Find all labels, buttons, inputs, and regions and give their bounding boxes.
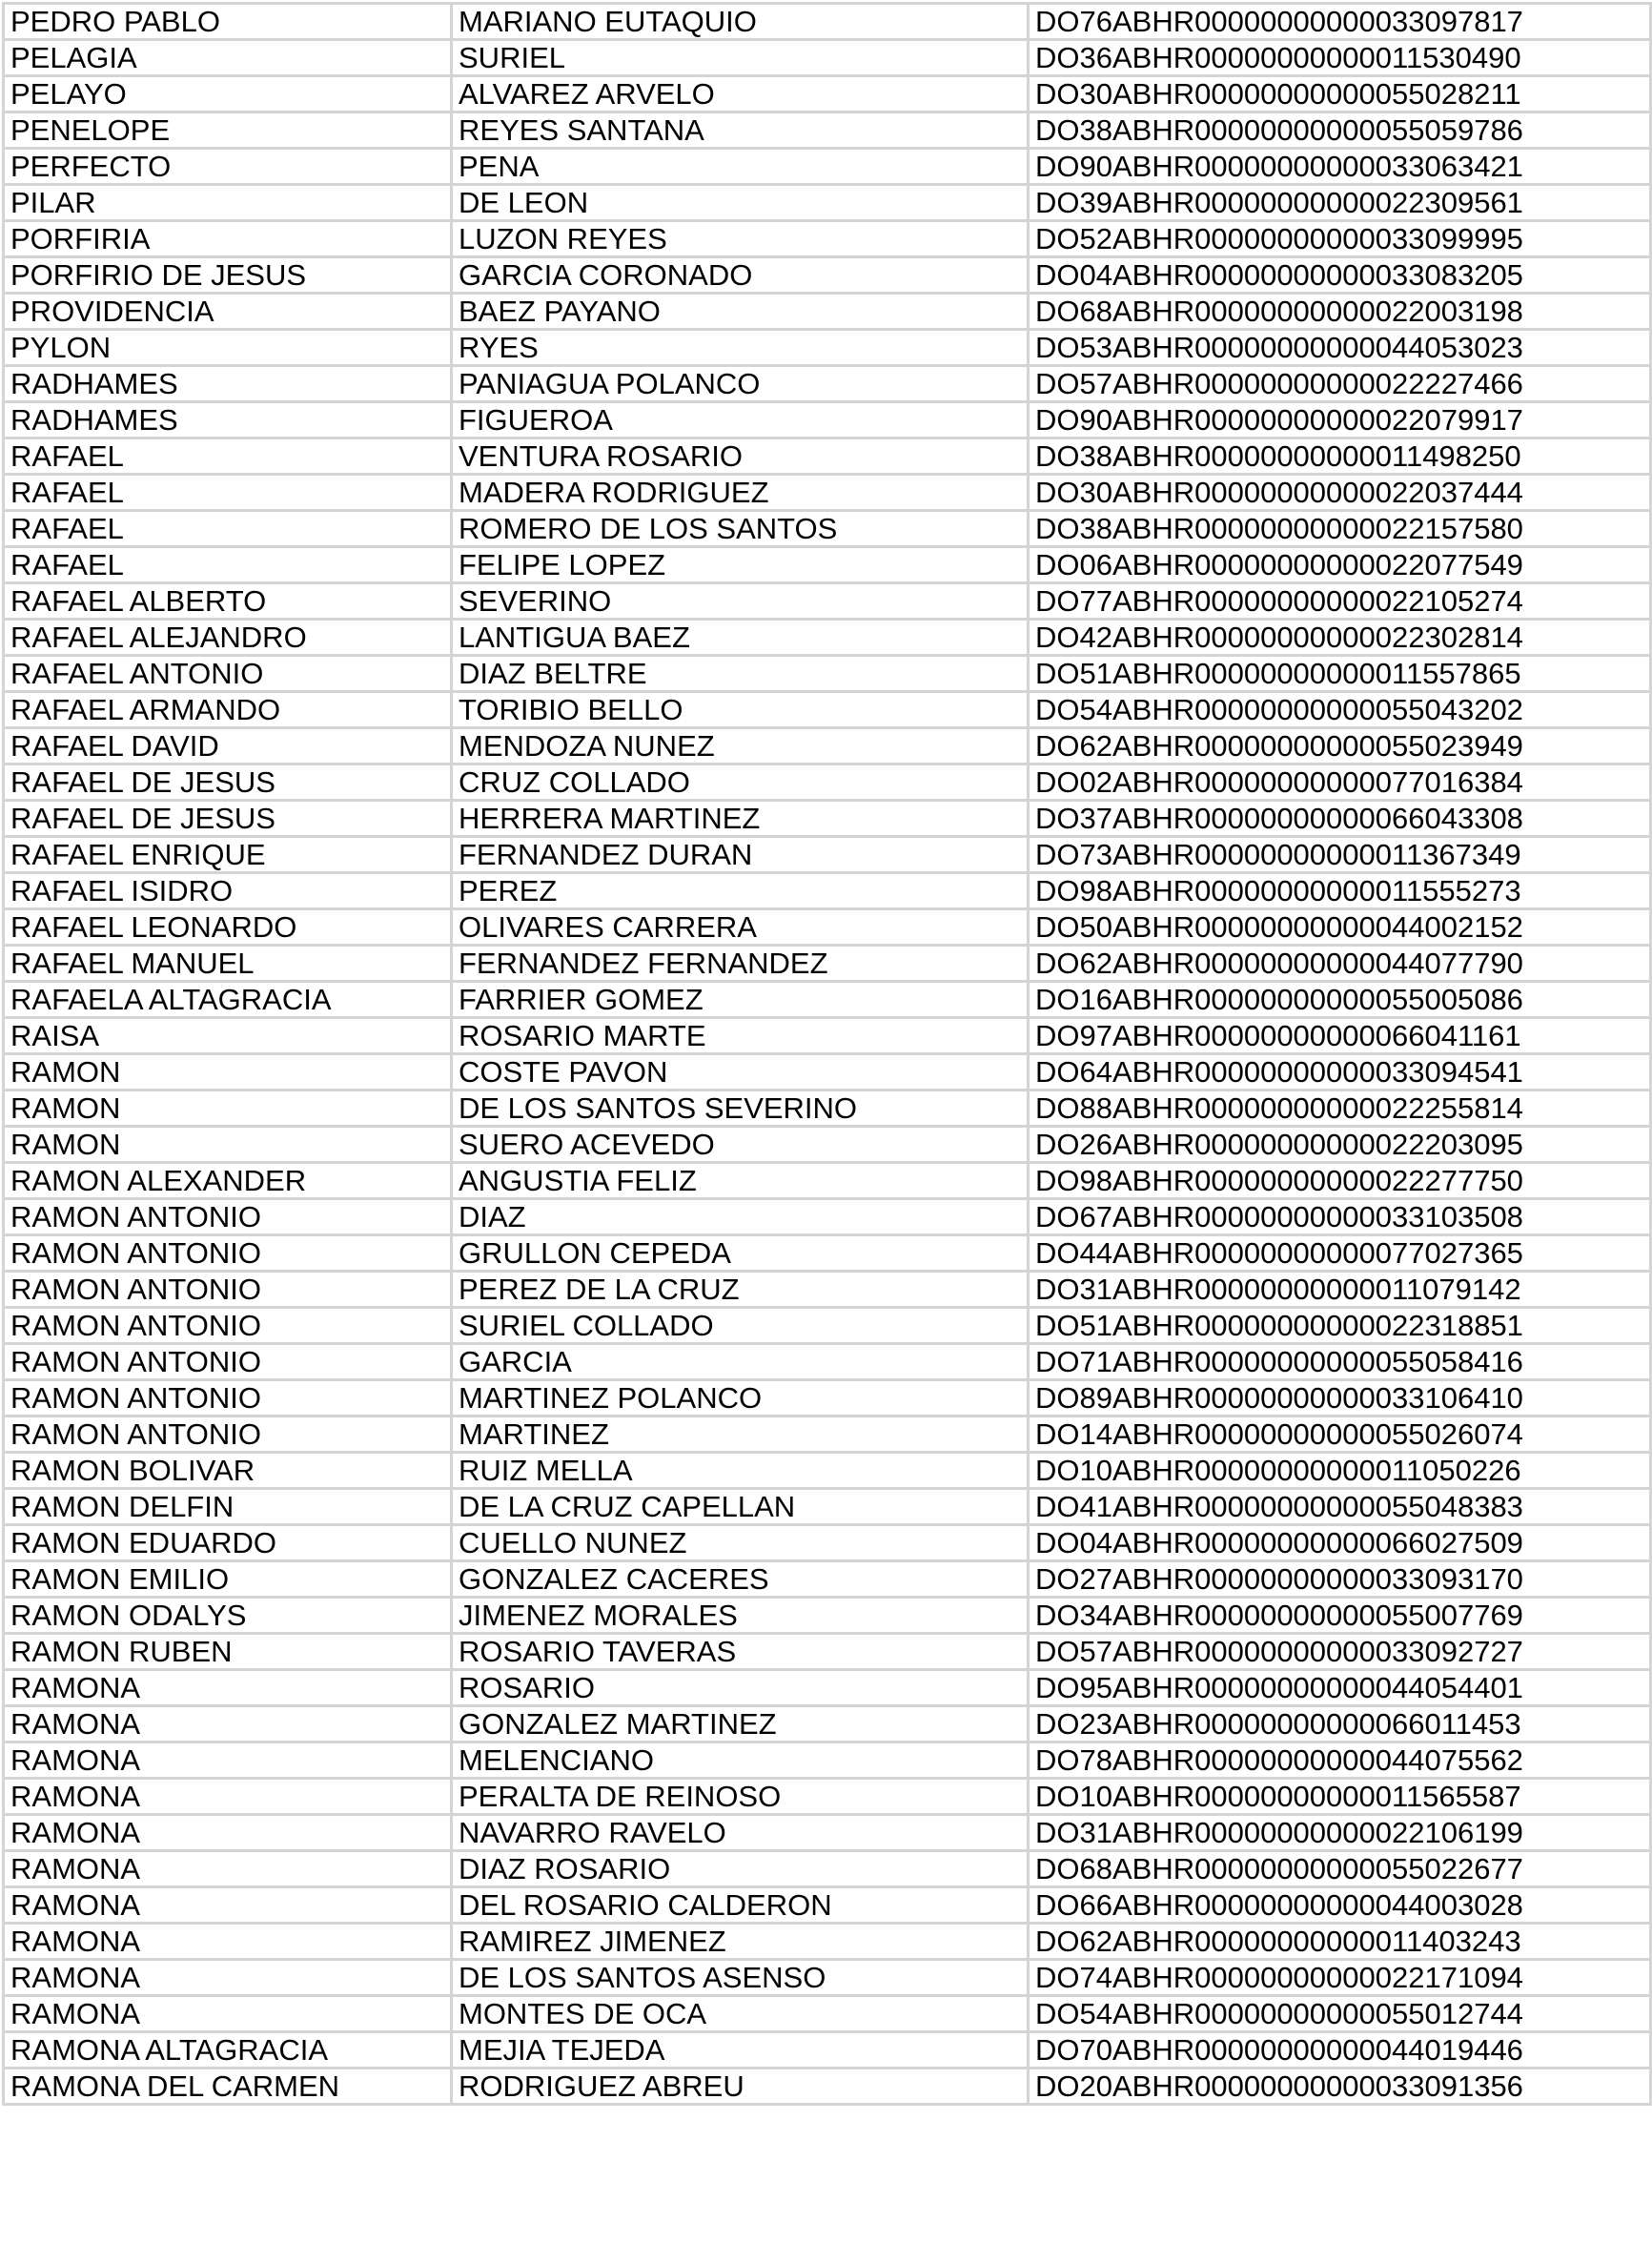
first-name-cell[interactable]: RAFAEL DAVID <box>4 728 452 764</box>
table-row <box>4 1815 1651 1851</box>
first-name-cell[interactable]: RAMON ANTONIO <box>4 1308 452 1344</box>
account-number-cell[interactable]: DO66ABHR00000000000044003028 <box>1029 1887 1651 1924</box>
table-row <box>4 366 1651 402</box>
account-number-cell[interactable]: DO31ABHR00000000000022106199 <box>1029 1815 1651 1851</box>
table-row <box>4 1561 1651 1598</box>
table-row <box>4 330 1651 366</box>
table-row <box>4 294 1651 330</box>
account-number-cell[interactable]: DO02ABHR00000000000077016384 <box>1029 764 1651 801</box>
last-name-cell[interactable]: FARRIER GOMEZ <box>452 982 1029 1018</box>
account-number-cell[interactable]: DO39ABHR00000000000022309561 <box>1029 185 1651 221</box>
table-row <box>4 511 1651 547</box>
last-name-cell[interactable]: MARTINEZ <box>452 1416 1029 1453</box>
account-number-cell[interactable]: DO90ABHR00000000000022079917 <box>1029 402 1651 438</box>
account-number-cell[interactable]: DO26ABHR00000000000022203095 <box>1029 1127 1651 1163</box>
last-name-cell[interactable]: RAMIREZ JIMENEZ <box>452 1924 1029 1960</box>
last-name-cell[interactable]: DIAZ ROSARIO <box>452 1851 1029 1887</box>
last-name-cell[interactable]: PEREZ DE LA CRUZ <box>452 1272 1029 1308</box>
first-name-cell[interactable]: PELAGIA <box>4 40 452 76</box>
table-row <box>4 76 1651 112</box>
table-body <box>4 4 1651 2105</box>
account-number-cell[interactable]: DO68ABHR00000000000022003198 <box>1029 294 1651 330</box>
account-number-cell[interactable]: DO54ABHR00000000000055012744 <box>1029 1996 1651 2032</box>
account-number-cell[interactable]: DO98ABHR00000000000011555273 <box>1029 873 1651 909</box>
account-number-cell[interactable]: DO52ABHR00000000000033099995 <box>1029 221 1651 257</box>
last-name-cell[interactable]: ROMERO DE LOS SANTOS <box>452 511 1029 547</box>
last-name-cell[interactable]: MADERA RODRIGUEZ <box>452 475 1029 511</box>
last-name-cell[interactable]: ROSARIO TAVERAS <box>452 1634 1029 1670</box>
first-name-cell[interactable]: PERFECTO <box>4 149 452 185</box>
table-row <box>4 1380 1651 1416</box>
table-row <box>4 1453 1651 1489</box>
account-number-cell[interactable]: DO70ABHR00000000000044019446 <box>1029 2032 1651 2068</box>
account-number-cell[interactable]: DO54ABHR00000000000055043202 <box>1029 692 1651 728</box>
last-name-cell[interactable]: GRULLON CEPEDA <box>452 1235 1029 1272</box>
last-name-cell[interactable]: SURIEL COLLADO <box>452 1308 1029 1344</box>
first-name-cell[interactable]: RAMONA <box>4 1815 452 1851</box>
last-name-cell[interactable]: RODRIGUEZ ABREU <box>452 2068 1029 2105</box>
account-number-cell[interactable]: DO90ABHR00000000000033063421 <box>1029 149 1651 185</box>
first-name-cell[interactable]: RAFAELA ALTAGRACIA <box>4 982 452 1018</box>
account-number-cell[interactable]: DO04ABHR00000000000033083205 <box>1029 257 1651 294</box>
account-number-cell[interactable]: DO20ABHR00000000000033091356 <box>1029 2068 1651 2105</box>
table-row <box>4 2032 1651 2068</box>
first-name-cell[interactable]: RAFAEL <box>4 547 452 583</box>
account-number-cell[interactable]: DO89ABHR00000000000033106410 <box>1029 1380 1651 1416</box>
last-name-cell[interactable]: PEREZ <box>452 873 1029 909</box>
account-number-cell[interactable]: DO64ABHR00000000000033094541 <box>1029 1054 1651 1090</box>
last-name-cell[interactable]: MELENCIANO <box>452 1742 1029 1779</box>
account-number-cell[interactable]: DO31ABHR00000000000011079142 <box>1029 1272 1651 1308</box>
last-name-cell[interactable]: DE LOS SANTOS ASENSO <box>452 1960 1029 1996</box>
first-name-cell[interactable]: RAMON <box>4 1127 452 1163</box>
table-row <box>4 1996 1651 2032</box>
table-row <box>4 1887 1651 1924</box>
last-name-cell[interactable]: GONZALEZ MARTINEZ <box>452 1706 1029 1742</box>
account-number-cell[interactable]: DO04ABHR00000000000066027509 <box>1029 1525 1651 1561</box>
first-name-cell[interactable]: RAMONA ALTAGRACIA <box>4 2032 452 2068</box>
account-number-cell[interactable]: DO71ABHR00000000000055058416 <box>1029 1344 1651 1380</box>
table-row <box>4 801 1651 837</box>
last-name-cell[interactable]: LANTIGUA BAEZ <box>452 620 1029 656</box>
last-name-cell[interactable]: DE LEON <box>452 185 1029 221</box>
last-name-cell[interactable]: ROSARIO MARTE <box>452 1018 1029 1054</box>
last-name-cell[interactable]: SEVERINO <box>452 583 1029 620</box>
account-number-cell[interactable]: DO30ABHR00000000000022037444 <box>1029 475 1651 511</box>
last-name-cell[interactable]: COSTE PAVON <box>452 1054 1029 1090</box>
first-name-cell[interactable]: RAMONA <box>4 1779 452 1815</box>
spreadsheet-table <box>2 2 1652 2106</box>
last-name-cell[interactable]: MONTES DE OCA <box>452 1996 1029 2032</box>
first-name-cell[interactable]: RAMONA <box>4 1960 452 1996</box>
first-name-cell[interactable]: RAMON DELFIN <box>4 1489 452 1525</box>
table-row <box>4 185 1651 221</box>
first-name-cell[interactable]: RAMONA <box>4 1670 452 1706</box>
first-name-cell[interactable]: RAMON ANTONIO <box>4 1416 452 1453</box>
table-row <box>4 1742 1651 1779</box>
last-name-cell[interactable]: DIAZ <box>452 1199 1029 1235</box>
account-number-cell[interactable]: DO30ABHR00000000000055028211 <box>1029 76 1651 112</box>
last-name-cell[interactable]: RUIZ MELLA <box>452 1453 1029 1489</box>
first-name-cell[interactable]: RAFAEL <box>4 475 452 511</box>
last-name-cell[interactable]: ALVAREZ ARVELO <box>452 76 1029 112</box>
account-number-cell[interactable]: DO34ABHR00000000000055007769 <box>1029 1598 1651 1634</box>
account-number-cell[interactable]: DO62ABHR00000000000011403243 <box>1029 1924 1651 1960</box>
account-number-cell[interactable]: DO97ABHR00000000000066041161 <box>1029 1018 1651 1054</box>
account-number-cell[interactable]: DO51ABHR00000000000022318851 <box>1029 1308 1651 1344</box>
last-name-cell[interactable]: GONZALEZ CACERES <box>452 1561 1029 1598</box>
last-name-cell[interactable]: MARTINEZ POLANCO <box>452 1380 1029 1416</box>
table-row <box>4 1598 1651 1634</box>
first-name-cell[interactable]: RAMON ANTONIO <box>4 1272 452 1308</box>
table-row <box>4 257 1651 294</box>
table-row <box>4 1489 1651 1525</box>
first-name-cell[interactable]: PYLON <box>4 330 452 366</box>
account-number-cell[interactable]: DO62ABHR00000000000055023949 <box>1029 728 1651 764</box>
table-row <box>4 909 1651 946</box>
last-name-cell[interactable]: FERNANDEZ FERNANDEZ <box>452 946 1029 982</box>
last-name-cell[interactable]: REYES SANTANA <box>452 112 1029 149</box>
last-name-cell[interactable]: ANGUSTIA FELIZ <box>452 1163 1029 1199</box>
account-number-cell[interactable]: DO53ABHR00000000000044053023 <box>1029 330 1651 366</box>
table-row <box>4 946 1651 982</box>
first-name-cell[interactable]: RAFAEL DE JESUS <box>4 801 452 837</box>
account-number-cell[interactable]: DO38ABHR00000000000011498250 <box>1029 438 1651 475</box>
last-name-cell[interactable]: MEJIA TEJEDA <box>452 2032 1029 2068</box>
account-number-cell[interactable]: DO10ABHR00000000000011050226 <box>1029 1453 1651 1489</box>
account-number-cell[interactable]: DO67ABHR00000000000033103508 <box>1029 1199 1651 1235</box>
last-name-cell[interactable]: GARCIA <box>452 1344 1029 1380</box>
last-name-cell[interactable]: ROSARIO <box>452 1670 1029 1706</box>
account-number-cell[interactable]: DO68ABHR00000000000055022677 <box>1029 1851 1651 1887</box>
table-row <box>4 1199 1651 1235</box>
last-name-cell[interactable]: OLIVARES CARRERA <box>452 909 1029 946</box>
first-name-cell[interactable]: RAMON BOLIVAR <box>4 1453 452 1489</box>
first-name-cell[interactable]: RAFAEL MANUEL <box>4 946 452 982</box>
account-number-cell[interactable]: DO06ABHR00000000000022077549 <box>1029 547 1651 583</box>
last-name-cell[interactable]: DE LOS SANTOS SEVERINO <box>452 1090 1029 1127</box>
first-name-cell[interactable]: RAFAEL ALEJANDRO <box>4 620 452 656</box>
account-number-cell[interactable]: DO57ABHR00000000000022227466 <box>1029 366 1651 402</box>
table-row <box>4 1018 1651 1054</box>
table-row <box>4 112 1651 149</box>
table-row <box>4 1924 1651 1960</box>
account-number-cell[interactable]: DO57ABHR00000000000033092727 <box>1029 1634 1651 1670</box>
last-name-cell[interactable]: CUELLO NUNEZ <box>452 1525 1029 1561</box>
last-name-cell[interactable]: PERALTA DE REINOSO <box>452 1779 1029 1815</box>
last-name-cell[interactable]: FERNANDEZ DURAN <box>452 837 1029 873</box>
table-row <box>4 547 1651 583</box>
table-row <box>4 1272 1651 1308</box>
first-name-cell[interactable]: PEDRO PABLO <box>4 4 452 40</box>
account-number-cell[interactable]: DO16ABHR00000000000055005086 <box>1029 982 1651 1018</box>
last-name-cell[interactable]: BAEZ PAYANO <box>452 294 1029 330</box>
account-number-cell[interactable]: DO14ABHR00000000000055026074 <box>1029 1416 1651 1453</box>
first-name-cell[interactable]: PENELOPE <box>4 112 452 149</box>
first-name-cell[interactable]: RAFAEL LEONARDO <box>4 909 452 946</box>
table-row <box>4 1308 1651 1344</box>
last-name-cell[interactable]: FELIPE LOPEZ <box>452 547 1029 583</box>
first-name-cell[interactable]: RAMON ALEXANDER <box>4 1163 452 1199</box>
first-name-cell[interactable]: RAMON ANTONIO <box>4 1380 452 1416</box>
table-row <box>4 764 1651 801</box>
account-number-cell[interactable]: DO37ABHR00000000000066043308 <box>1029 801 1651 837</box>
first-name-cell[interactable]: PORFIRIO DE JESUS <box>4 257 452 294</box>
first-name-cell[interactable]: RAMON <box>4 1090 452 1127</box>
table-row <box>4 40 1651 76</box>
last-name-cell[interactable]: NAVARRO RAVELO <box>452 1815 1029 1851</box>
first-name-cell[interactable]: RAFAEL ANTONIO <box>4 656 452 692</box>
table-row <box>4 1779 1651 1815</box>
first-name-cell[interactable]: RAMONA DEL CARMEN <box>4 2068 452 2105</box>
table-row <box>4 873 1651 909</box>
table-row <box>4 1163 1651 1199</box>
account-number-cell[interactable]: DO10ABHR00000000000011565587 <box>1029 1779 1651 1815</box>
first-name-cell[interactable]: PROVIDENCIA <box>4 294 452 330</box>
table-row <box>4 402 1651 438</box>
first-name-cell[interactable]: RAMON <box>4 1054 452 1090</box>
first-name-cell[interactable]: RAFAEL ISIDRO <box>4 873 452 909</box>
table-row <box>4 620 1651 656</box>
account-number-cell[interactable]: DO78ABHR00000000000044075562 <box>1029 1742 1651 1779</box>
last-name-cell[interactable]: PANIAGUA POLANCO <box>452 366 1029 402</box>
account-number-cell[interactable]: DO38ABHR00000000000022157580 <box>1029 511 1651 547</box>
table-row <box>4 1054 1651 1090</box>
account-number-cell[interactable]: DO76ABHR00000000000033097817 <box>1029 4 1651 40</box>
account-number-cell[interactable]: DO23ABHR00000000000066011453 <box>1029 1706 1651 1742</box>
table-row <box>4 1706 1651 1742</box>
table-row <box>4 438 1651 475</box>
first-name-cell[interactable]: RAMON EDUARDO <box>4 1525 452 1561</box>
last-name-cell[interactable]: VENTURA ROSARIO <box>452 438 1029 475</box>
account-number-cell[interactable]: DO62ABHR00000000000044077790 <box>1029 946 1651 982</box>
first-name-cell[interactable]: RAMON ANTONIO <box>4 1199 452 1235</box>
table-row <box>4 656 1651 692</box>
last-name-cell[interactable]: CRUZ COLLADO <box>452 764 1029 801</box>
first-name-cell[interactable]: RAMONA <box>4 1742 452 1779</box>
table-row <box>4 1634 1651 1670</box>
table-row <box>4 837 1651 873</box>
account-number-cell[interactable]: DO44ABHR00000000000077027365 <box>1029 1235 1651 1272</box>
table-row <box>4 1851 1651 1887</box>
first-name-cell[interactable]: RAFAEL <box>4 438 452 475</box>
first-name-cell[interactable]: RAMON EMILIO <box>4 1561 452 1598</box>
first-name-cell[interactable]: RAMON RUBEN <box>4 1634 452 1670</box>
last-name-cell[interactable]: DIAZ BELTRE <box>452 656 1029 692</box>
last-name-cell[interactable]: DE LA CRUZ CAPELLAN <box>452 1489 1029 1525</box>
first-name-cell[interactable]: RAMONA <box>4 1887 452 1924</box>
table-row <box>4 221 1651 257</box>
account-number-cell[interactable]: DO41ABHR00000000000055048383 <box>1029 1489 1651 1525</box>
first-name-cell[interactable]: RAMONA <box>4 1706 452 1742</box>
account-number-cell[interactable]: DO74ABHR00000000000022171094 <box>1029 1960 1651 1996</box>
first-name-cell[interactable]: RAMON ODALYS <box>4 1598 452 1634</box>
first-name-cell[interactable]: RAFAEL ARMANDO <box>4 692 452 728</box>
account-number-cell[interactable]: DO98ABHR00000000000022277750 <box>1029 1163 1651 1199</box>
first-name-cell[interactable]: RAMONA <box>4 1996 452 2032</box>
table-row <box>4 1416 1651 1453</box>
account-number-cell[interactable]: DO73ABHR00000000000011367349 <box>1029 837 1651 873</box>
account-number-cell[interactable]: DO77ABHR00000000000022105274 <box>1029 583 1651 620</box>
account-number-cell[interactable]: DO88ABHR00000000000022255814 <box>1029 1090 1651 1127</box>
first-name-cell[interactable]: RADHAMES <box>4 402 452 438</box>
last-name-cell[interactable]: MENDOZA NUNEZ <box>452 728 1029 764</box>
table-row <box>4 728 1651 764</box>
last-name-cell[interactable]: GARCIA CORONADO <box>452 257 1029 294</box>
first-name-cell[interactable]: PORFIRIA <box>4 221 452 257</box>
first-name-cell[interactable]: RADHAMES <box>4 366 452 402</box>
last-name-cell[interactable]: PENA <box>452 149 1029 185</box>
table-row <box>4 1127 1651 1163</box>
last-name-cell[interactable]: RYES <box>452 330 1029 366</box>
last-name-cell[interactable]: TORIBIO BELLO <box>452 692 1029 728</box>
last-name-cell[interactable]: HERRERA MARTINEZ <box>452 801 1029 837</box>
account-number-cell[interactable]: DO38ABHR00000000000055059786 <box>1029 112 1651 149</box>
account-number-cell[interactable]: DO36ABHR00000000000011530490 <box>1029 40 1651 76</box>
last-name-cell[interactable]: FIGUEROA <box>452 402 1029 438</box>
first-name-cell[interactable]: RAFAEL ENRIQUE <box>4 837 452 873</box>
first-name-cell[interactable]: RAFAEL <box>4 511 452 547</box>
table-row <box>4 475 1651 511</box>
first-name-cell[interactable]: RAFAEL DE JESUS <box>4 764 452 801</box>
account-number-cell[interactable]: DO27ABHR00000000000033093170 <box>1029 1561 1651 1598</box>
last-name-cell[interactable]: SUERO ACEVEDO <box>452 1127 1029 1163</box>
table-row <box>4 4 1651 40</box>
table-row <box>4 1525 1651 1561</box>
first-name-cell[interactable]: PILAR <box>4 185 452 221</box>
first-name-cell[interactable]: RAMONA <box>4 1924 452 1960</box>
last-name-cell[interactable]: LUZON REYES <box>452 221 1029 257</box>
first-name-cell[interactable]: RAMONA <box>4 1851 452 1887</box>
last-name-cell[interactable]: JIMENEZ MORALES <box>452 1598 1029 1634</box>
account-number-cell[interactable]: DO42ABHR00000000000022302814 <box>1029 620 1651 656</box>
first-name-cell[interactable]: RAMON ANTONIO <box>4 1344 452 1380</box>
table-row <box>4 1670 1651 1706</box>
table-row <box>4 583 1651 620</box>
first-name-cell[interactable]: RAFAEL ALBERTO <box>4 583 452 620</box>
first-name-cell[interactable]: RAMON ANTONIO <box>4 1235 452 1272</box>
account-number-cell[interactable]: DO50ABHR00000000000044002152 <box>1029 909 1651 946</box>
table-row <box>4 1235 1651 1272</box>
table-row <box>4 1090 1651 1127</box>
first-name-cell[interactable]: PELAYO <box>4 76 452 112</box>
last-name-cell[interactable]: MARIANO EUTAQUIO <box>452 4 1029 40</box>
table-row <box>4 982 1651 1018</box>
last-name-cell[interactable]: SURIEL <box>452 40 1029 76</box>
account-number-cell[interactable]: DO51ABHR00000000000011557865 <box>1029 656 1651 692</box>
table-row <box>4 149 1651 185</box>
first-name-cell[interactable]: RAISA <box>4 1018 452 1054</box>
table-row <box>4 692 1651 728</box>
table-row <box>4 1960 1651 1996</box>
table-row <box>4 1344 1651 1380</box>
last-name-cell[interactable]: DEL ROSARIO CALDERON <box>452 1887 1029 1924</box>
account-number-cell[interactable]: DO95ABHR00000000000044054401 <box>1029 1670 1651 1706</box>
table-row <box>4 2068 1651 2105</box>
